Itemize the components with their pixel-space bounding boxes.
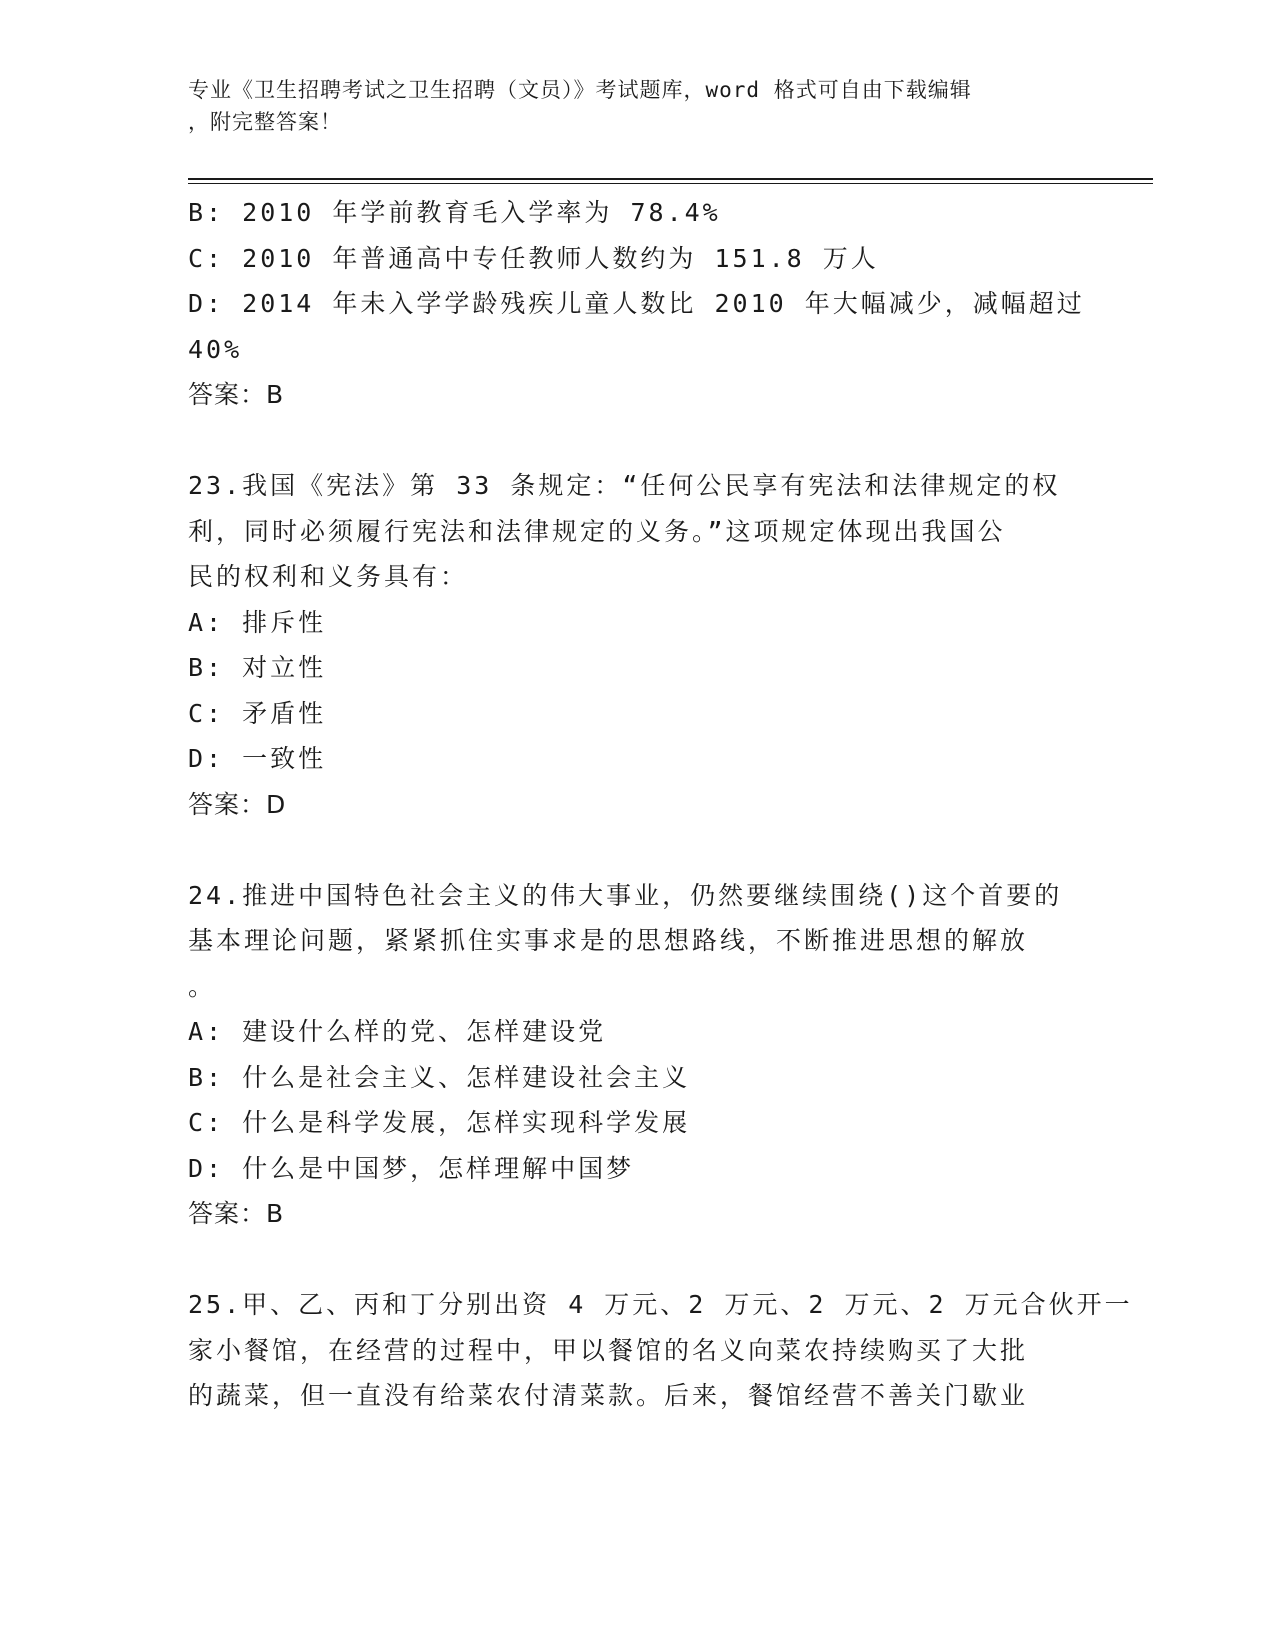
answer-line: 答案：D [188, 789, 287, 819]
question-stem-line: 的蔬菜，但一直没有给菜农付清菜款。后来，餐馆经营不善关门歇业 [188, 1381, 1029, 1410]
option-d: D: 什么是中国梦，怎样理解中国梦 [188, 1153, 635, 1183]
option-d-continued: 40% [188, 334, 243, 364]
question-stem-line: 。 [188, 971, 217, 1001]
option-a: A: 建设什么样的党、怎样建设党 [188, 1017, 607, 1046]
question-stem-line: 基本理论问题，紧紧抓住实事求是的思想路线，不断推进思想的解放 [188, 926, 1029, 955]
option-b: B: 2010 年学前教育毛入学率为 78.4% [188, 198, 721, 227]
question-content [188, 190, 1133, 1419]
header-line-2: ，附完整答案！ [188, 110, 342, 134]
answer-line: 答案：B [188, 1199, 285, 1228]
option-d: D: 2014 年未入学学龄残疾儿童人数比 2010 年大幅减少，减幅超过 [188, 289, 1085, 318]
question-22-tail [188, 190, 1085, 418]
question-stem-line: 23.我国《宪法》第 33 条规定：“任何公民享有宪法和法律规定的权 [188, 471, 1061, 500]
page-header [188, 74, 1088, 138]
header-rule-thick [188, 178, 1153, 180]
question-stem-line: 民的权利和义务具有： [188, 562, 469, 591]
spacer [188, 827, 1068, 873]
spacer [188, 418, 1068, 464]
option-c: C: 2010 年普通高中专任教师人数约为 151.8 万人 [188, 243, 879, 273]
question-stem-line: 24.推进中国特色社会主义的伟大事业，仍然要继续围绕()这个首要的 [188, 880, 1063, 910]
question-stem-line: 25.甲、乙、丙和丁分别出资 4 万元、2 万元、2 万元、2 万元合伙开一 [188, 1290, 1133, 1319]
option-c: C: 矛盾性 [188, 698, 327, 728]
question-23 [188, 463, 1068, 827]
option-c: C: 什么是科学发展，怎样实现科学发展 [188, 1108, 691, 1137]
option-d: D: 一致性 [188, 744, 327, 773]
question-stem-line: 利，同时必须履行宪法和法律规定的义务。”这项规定体现出我国公 [188, 516, 1006, 546]
question-25 [188, 1282, 1133, 1419]
option-b: B: 什么是社会主义、怎样建设社会主义 [188, 1062, 691, 1092]
header-line-1: 专业《卫生招聘考试之卫生招聘（文员）》考试题库，word 格式可自由下载编辑 [188, 78, 972, 102]
question-stem-line: 家小餐馆，在经营的过程中，甲以餐馆的名义向菜农持续购买了大批 [188, 1335, 1029, 1365]
spacer [188, 1237, 1068, 1283]
question-24 [188, 873, 1068, 1237]
option-b: B: 对立性 [188, 653, 327, 682]
answer-line: 答案：B [188, 380, 285, 409]
option-a: A: 排斥性 [188, 607, 327, 637]
header-rule-thin [188, 183, 1153, 184]
